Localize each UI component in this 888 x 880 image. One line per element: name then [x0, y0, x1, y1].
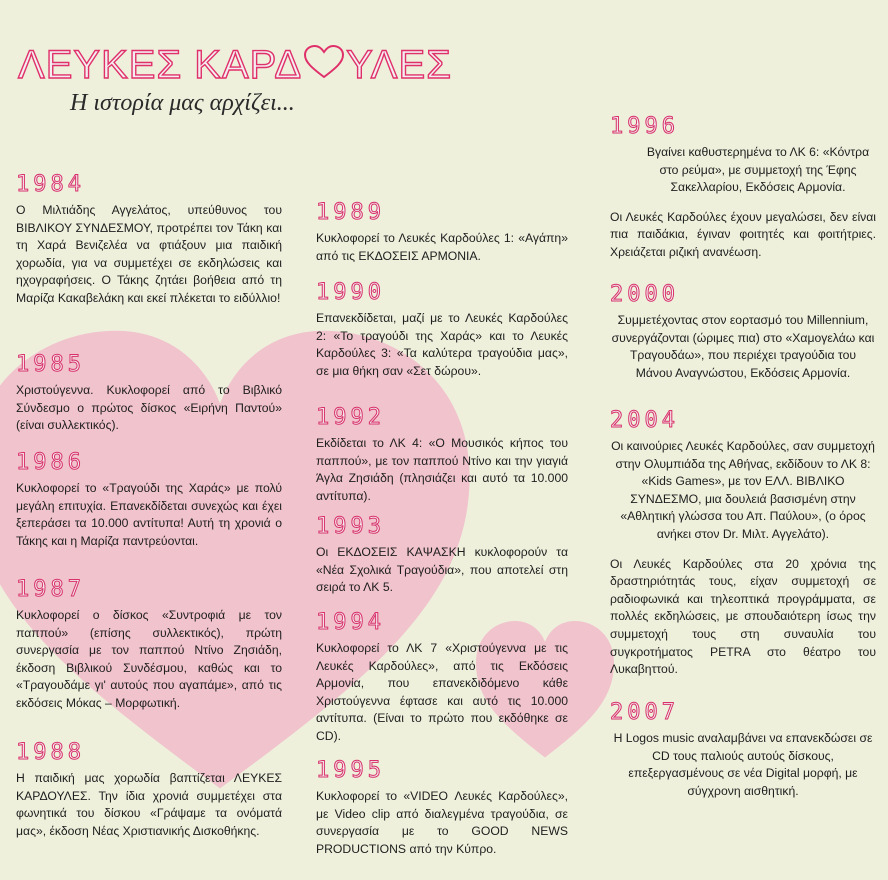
- entry-1988: [16, 740, 282, 840]
- year-heading: 1984: [16, 172, 85, 197]
- title-part-1: ΛΕΥΚΕΣ ΚΑΡΔ: [18, 43, 303, 87]
- entry-1995: [316, 758, 568, 858]
- entry-text: Βγαίνει καθυστερημένα το ΛΚ 6: «Κόντρα στο ρεύμα», με συμμετοχή της Έφης Σακελλαρίου, Εκδόσεις Αρμονία.: [646, 145, 870, 195]
- year-heading: 2004: [610, 408, 679, 433]
- entry-1996: [610, 114, 876, 262]
- entry-text: Κυκλοφορεί το Λευκές Καρδούλες 1: «Αγάπη» από τις ΕΚΔΟΣΕΙΣ ΑΡΜΟΝΙΑ.: [316, 231, 568, 263]
- entry-text: Χριστούγεννα. Κυκλοφορεί από το Βιβλικό Σύνδεσμο ο πρώτος δίσκος «Ειρήνη Παντού» (είναι συλλεκτικός).: [16, 383, 282, 433]
- page-subtitle: Η ιστορία μας αρχίζει...: [70, 90, 295, 116]
- entry-text: Ο Μιλτιάδης Αγγελάτος, υπεύθυνος του ΒΙΒΛΙΚΟΥ ΣΥΝΔΕΣΜΟΥ, προτρέπει τον Τάκη και τη Χαρά Βενιζελέα να φτιάξουν μια παιδική χορωδία, για να συμμετέχει σε εκδηλώσεις και ηχογραφήσεις. Ο Τάκης ζητάει βοήθεια από τη Μαρίζα Κακαβελάκη και εκεί πλέκεται το ειδύλλιο!: [16, 203, 282, 305]
- entry-text: Κυκλοφορεί το «Τραγούδι της Χαράς» με πολύ μεγάλη επιτυχία. Επανεκδίδεται συνεχώς και έχει ξεπεράσει τα 10.000 αντίτυπα! Αυτή τη χρονιά ο Τάκης και η Μαρίζα παντρεύονται.: [16, 481, 282, 548]
- year-heading: 1993: [316, 514, 385, 539]
- entry-note: Οι Λευκές Καρδούλες στα 20 χρόνια της δραστηριότητάς τους, είχαν συμμετοχή σε ραδιοφωνικά και τηλεοπτικά προγράμματα, σε πολλές εκδηλώσεις, με σπουδαιότερη ίσως την συμμετοχή τους στη συναυλία του συγκροτήματος PETRA στο θέατρο του Λυκαβηττού.: [610, 556, 876, 677]
- heart-outline-icon: [302, 44, 346, 80]
- entry-2004: [610, 408, 876, 679]
- entry-note: Οι Λευκές Καρδούλες έχουν μεγαλώσει, δεν είναι πια παιδάκια, έγιναν φοιτητές και φοιτήτριες. Χρειάζεται ριζική ανανέωση.: [610, 209, 876, 259]
- entry-text: Οι καινούριες Λευκές Καρδούλες, σαν συμμετοχή στην Ολυμπιάδα της Αθήνας, εκδίδουν το ΛΚ 8: «Kids Games», με τον ΕΛΛ. ΒΙΒΛΙΚΟ ΣΥΝΔΕΣΜΟ, μια δουλειά βασισμένη στην «Αθλητική γλώσσα του Απ. Παύλου», (ο όρος ανήκει στον Dr. Μιλτ. Αγγελάτο).: [611, 439, 875, 541]
- entry-text: Επανεκδίδεται, μαζί με το Λευκές Καρδούλες 2: «Το τραγούδι της Χαράς» και το Λευκές Καρδούλες 3: «Τα καλύτερα τραγούδια μας», σε μια θήκη σαν «Σετ δώρου».: [316, 311, 568, 378]
- entry-text: Η Logos music αναλαμβάνει να επανεκδώσει σε CD τους παλιούς αυτούς δίσκους, επεξεργασμένους σε νέα Digital μορφή, με σύγχρονη αισθητική.: [613, 731, 873, 798]
- year-heading: 1994: [316, 610, 385, 635]
- entry-2007: [610, 700, 876, 800]
- entry-text: Κυκλοφορεί το «VIDEO Λευκές Καρδούλες», με Video clip από διαλεγμένα τραγούδια, σε συνεργασία με το GOOD NEWS PRODUCTIONS από την Κύπρο.: [316, 789, 568, 856]
- entry-1986: [16, 450, 282, 550]
- page-title: [18, 44, 452, 85]
- year-heading: 1987: [16, 577, 85, 602]
- entry-text: Οι ΕΚΔΟΣΕΙΣ ΚΑΨΑΣΚΗ κυκλοφορούν τα «Νέα Σχολικά Τραγούδια», που αποτελεί στη σειρά το ΛΚ 5.: [316, 545, 568, 595]
- year-heading: 1995: [316, 758, 385, 783]
- entry-1987: [16, 577, 282, 713]
- year-heading: 2007: [610, 700, 679, 725]
- year-heading: 1990: [316, 280, 385, 305]
- year-heading: 1996: [610, 114, 679, 139]
- entry-1984: [16, 172, 282, 308]
- entry-1990: [316, 280, 568, 380]
- entry-text: Κυκλοφορεί ο δίσκος «Συντροφιά με τον παππού» (επίσης συλλεκτικός), πρώτη συνεργασία με τον παππού Ντίνο Ζησιάδη, έκδοση Βιβλικού Συνδέσμου, καθώς και το «Τραγουδάμε γι' αυτούς που αγαπάμε», από τις εκδόσεις Μόκας – Μορφωτική.: [16, 608, 282, 710]
- entry-text: Κυκλοφορεί το ΛΚ 7 «Χριστούγεννα με τις Λευκές Καρδούλες», από τις Εκδόσεις Αρμονία, που επανεκδιδόμενο κάθε Χριστούγεννα έφτασε και αυτό τις 10.000 αντίτυπα. (Είναι το πρώτο που εκδόθηκε σε CD).: [316, 641, 568, 743]
- entry-1985: [16, 352, 282, 435]
- entry-1994: [316, 610, 568, 746]
- year-heading: 1986: [16, 450, 85, 475]
- title-part-2: ΥΛΕΣ: [346, 43, 452, 87]
- entry-2000: [610, 282, 876, 382]
- entry-1989: [316, 200, 568, 265]
- entry-text: Εκδίδεται το ΛΚ 4: «Ο Μουσικός κήπος του παππού», με τον παππού Ντίνο και την γιαγιά Άγλα Ζησιάδη (πλησιάζει και αυτό τα 10.000 αντίτυπα).: [316, 436, 568, 503]
- year-heading: 1985: [16, 352, 85, 377]
- year-heading: 1989: [316, 200, 385, 225]
- entry-text: Η παιδική μας χορωδία βαπτίζεται ΛΕΥΚΕΣ ΚΑΡΔΟΥΛΕΣ. Την ίδια χρονιά συμμετέχει στα φωνητικά του δίσκου «Γράψαμε τα ονόματά μας», έκδοση Νέας Χριστιανικής Δισκοθήκης.: [16, 771, 282, 838]
- year-heading: 1992: [316, 405, 385, 430]
- entry-text: Συμμετέχοντας στον εορτασμό του Millennium, συνεργάζονται (ώριμες πια) στο «Χαμογελάω και Τραγουδάω», που περιέχει τραγούδια του Μάνου Αναγνώστου, Εκδόσεις Αρμονία.: [611, 313, 875, 380]
- year-heading: 2000: [610, 282, 679, 307]
- entry-1993: [316, 514, 568, 597]
- entry-1992: [316, 405, 568, 505]
- year-heading: 1988: [16, 740, 85, 765]
